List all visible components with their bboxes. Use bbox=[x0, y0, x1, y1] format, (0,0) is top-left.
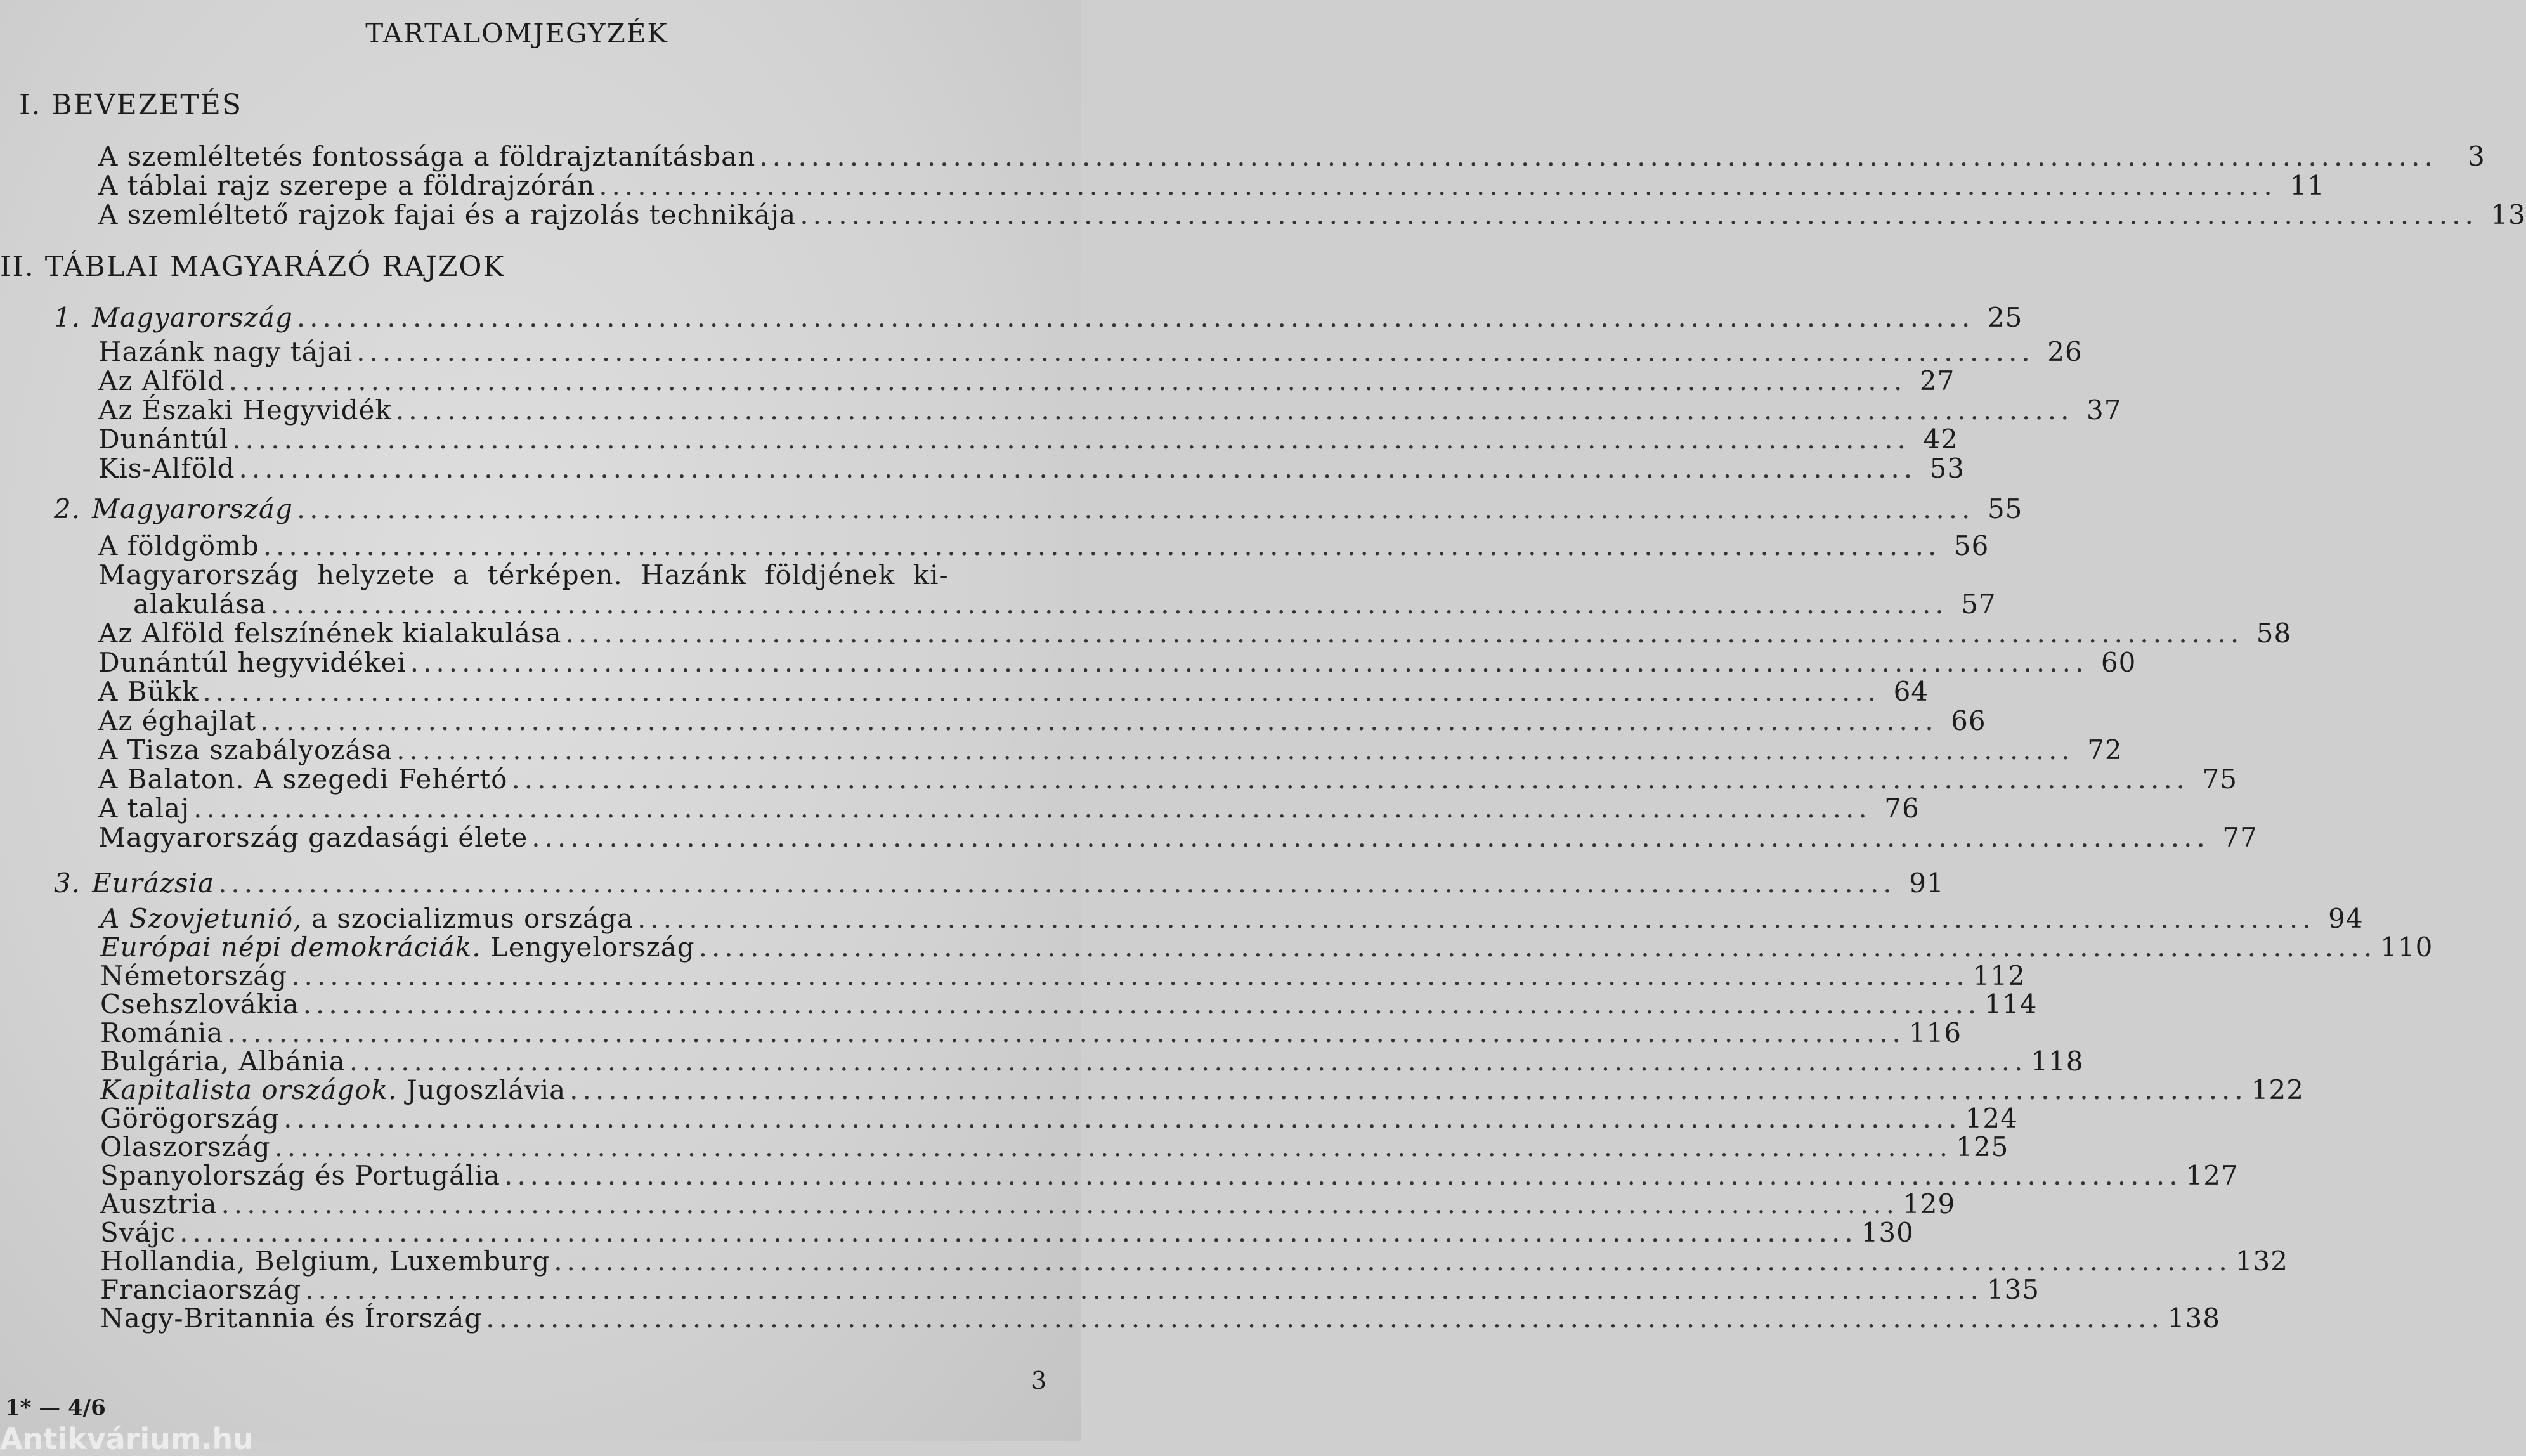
leader-dots: .................................................................................................................................. bbox=[554, 1245, 2232, 1277]
toc-entry bbox=[100, 1017, 1962, 1048]
leader-dots: .................................................................................................................................. bbox=[232, 424, 1910, 455]
toc-entry-page: 76 bbox=[1884, 793, 1920, 824]
leader-dots: .................................................................................................................................. bbox=[296, 302, 1975, 333]
toc-entry-text: A szemléltető rajzok fajai és a rajzolás technikája bbox=[98, 199, 797, 230]
toc-entry-page: 124 bbox=[1965, 1103, 2018, 1134]
toc-entry-text: Jugoszlávia bbox=[397, 1074, 566, 1105]
printer-signature: 1* — 4/6 bbox=[5, 1395, 106, 1420]
toc-entry bbox=[98, 705, 1986, 736]
group-number: 2. bbox=[54, 493, 81, 524]
leader-dots: .................................................................................................................................. bbox=[305, 1274, 1983, 1305]
toc-entry-text: alakulása bbox=[133, 588, 267, 620]
leader-dots: .................................................................................................................................. bbox=[283, 1103, 1962, 1134]
toc-entry bbox=[100, 1131, 2009, 1162]
toc-entry bbox=[100, 1160, 2239, 1191]
toc-entry-text: Kis-Alföld bbox=[98, 453, 235, 484]
toc-entry-text: Magyarország helyzete a térképen. Hazánk földjének ki- bbox=[98, 559, 949, 590]
toc-entry bbox=[100, 1046, 2084, 1077]
leader-dots: .................................................................................................................................. bbox=[599, 170, 2277, 201]
toc-entry-text: A Bükk bbox=[98, 676, 199, 707]
toc-entry bbox=[98, 793, 1920, 824]
leader-dots: .................................................................................................................................. bbox=[218, 868, 1896, 899]
toc-entry bbox=[100, 1303, 2220, 1334]
toc-entry-italic: Európai népi demokráciák. bbox=[100, 932, 481, 963]
toc-entry bbox=[100, 989, 2038, 1020]
toc-entry-text: A Tisza szabályozása bbox=[98, 734, 393, 765]
leader-dots: .................................................................................................................................. bbox=[303, 989, 1981, 1020]
toc-entry-page: 37 bbox=[2087, 394, 2122, 426]
toc-entry bbox=[98, 647, 2137, 678]
toc-entry bbox=[98, 822, 2258, 853]
toc-entry-page: 114 bbox=[1984, 989, 2038, 1020]
toc-entry-page: 129 bbox=[1903, 1188, 1956, 1219]
leader-dots: .................................................................................................................................. bbox=[349, 1046, 2028, 1077]
leader-dots: .................................................................................................................................. bbox=[565, 618, 2244, 649]
group-name: Magyarország bbox=[92, 493, 293, 524]
leader-dots: .................................................................................................................................. bbox=[193, 793, 1872, 824]
toc-entry-page: 57 bbox=[1961, 588, 1996, 620]
toc-entry-page: 125 bbox=[1956, 1131, 2009, 1162]
toc-entry-page: 138 bbox=[2167, 1303, 2220, 1334]
toc-entry-text: Az Alföld felszínének kialakulása bbox=[98, 618, 562, 649]
toc-entry-text: Hazánk nagy tájai bbox=[98, 336, 353, 367]
toc-entry bbox=[98, 394, 2122, 426]
leader-dots: .................................................................................................................................. bbox=[274, 1131, 1953, 1162]
toc-entry bbox=[98, 141, 2485, 172]
toc-entry-text: Csehszlovákia bbox=[100, 989, 299, 1020]
toc-entry-text: A földgömb bbox=[98, 530, 259, 561]
toc-entry bbox=[98, 170, 2325, 201]
page-number: 3 bbox=[1031, 1367, 1047, 1394]
toc-entry-page: 53 bbox=[1929, 453, 1965, 484]
toc-entry-text: Az Alföld bbox=[98, 365, 225, 396]
toc-entry-text: A talaj bbox=[98, 793, 190, 824]
toc-entry-text: Ausztria bbox=[100, 1188, 218, 1219]
toc-entry bbox=[98, 336, 2083, 367]
group-number: 1. bbox=[54, 302, 81, 333]
toc-entry bbox=[100, 1245, 2288, 1277]
toc-entry bbox=[98, 530, 1989, 561]
toc-entry bbox=[100, 1217, 1914, 1248]
leader-dots: .................................................................................................................................. bbox=[221, 1188, 1899, 1219]
page-title: TARTALOMJEGYZÉK bbox=[365, 18, 668, 49]
toc-entry-page: 127 bbox=[2185, 1160, 2239, 1191]
leader-dots: .................................................................................................................................. bbox=[486, 1303, 2164, 1334]
toc-entry-text: Románia bbox=[100, 1017, 224, 1048]
group-name: Eurázsia bbox=[92, 868, 215, 899]
leader-dots: .................................................................................................................................. bbox=[759, 141, 2437, 172]
toc-entry bbox=[98, 424, 1958, 455]
toc-entry-text: A szemléltetés fontossága a földrajztanításban bbox=[98, 141, 756, 172]
leader-dots: .................................................................................................................................. bbox=[202, 676, 1881, 707]
group-page: 91 bbox=[1909, 868, 1944, 899]
leader-dots: .................................................................................................................................. bbox=[291, 960, 1969, 991]
toc-entry bbox=[98, 559, 1062, 588]
leader-dots: .................................................................................................................................. bbox=[531, 822, 2210, 853]
toc-entry-italic: A Szovjetunió, bbox=[100, 903, 303, 934]
leader-dots: .................................................................................................................................. bbox=[396, 734, 2074, 765]
leader-dots: .................................................................................................................................. bbox=[511, 764, 2190, 795]
toc-entry-page: 58 bbox=[2256, 618, 2292, 649]
toc-entry bbox=[98, 618, 2292, 649]
toc-entry bbox=[100, 903, 2364, 934]
toc-entry-page: 72 bbox=[2087, 734, 2123, 765]
toc-entry-text: Olaszország bbox=[100, 1131, 271, 1162]
toc-entry-text: Nagy-Britannia és Írország bbox=[100, 1303, 483, 1334]
toc-entry bbox=[133, 588, 1996, 620]
toc-entry-page: 11 bbox=[2289, 170, 2325, 201]
section-heading-drawings: II. TÁBLAI MAGYARÁZÓ RAJZOK bbox=[0, 250, 505, 283]
leader-dots: .................................................................................................................................. bbox=[238, 453, 1917, 484]
toc-entry bbox=[100, 1274, 2040, 1305]
toc-entry-page: 77 bbox=[2222, 822, 2258, 853]
leader-dots: .................................................................................................................................. bbox=[228, 365, 1907, 396]
toc-entry-text: Bulgária, Albánia bbox=[100, 1046, 346, 1077]
group-name: Magyarország bbox=[92, 302, 293, 333]
toc-entry-page: 60 bbox=[2100, 647, 2137, 678]
toc-entry-text: Az Északi Hegyvidék bbox=[98, 394, 392, 426]
leader-dots: .................................................................................................................................. bbox=[263, 530, 1941, 561]
toc-entry-text: Hollandia, Belgium, Luxemburg bbox=[100, 1245, 550, 1277]
leader-dots: .................................................................................................................................. bbox=[270, 588, 1948, 620]
toc-entry-page: 130 bbox=[1861, 1217, 1914, 1248]
toc-entry-page: 27 bbox=[1919, 365, 1955, 396]
toc-group-heading bbox=[54, 493, 2023, 524]
toc-entry-text: Görögország bbox=[100, 1103, 280, 1134]
section-heading-introduction: I. BEVEZETÉS bbox=[19, 89, 243, 121]
toc-group-heading bbox=[54, 868, 1944, 899]
leader-dots: .................................................................................................................................. bbox=[260, 705, 1938, 736]
toc-entry-page: 64 bbox=[1893, 676, 1929, 707]
toc-entry-page: 26 bbox=[2047, 336, 2083, 367]
group-page: 25 bbox=[1987, 302, 2023, 333]
toc-entry-page: 75 bbox=[2202, 764, 2238, 795]
toc-entry-text: Svájc bbox=[100, 1217, 176, 1248]
toc-entry bbox=[100, 960, 2026, 991]
leader-dots: .................................................................................................................................. bbox=[504, 1160, 2182, 1191]
toc-entry-text: A Balaton. A szegedi Fehértó bbox=[98, 764, 508, 795]
toc-entry-page: 3 bbox=[2468, 141, 2485, 172]
toc-entry bbox=[100, 1074, 2304, 1105]
toc-entry-text: A táblai rajz szerepe a földrajzórán bbox=[98, 170, 596, 201]
toc-entry-text: Spanyolország és Portugália bbox=[100, 1160, 500, 1191]
leader-dots: .................................................................................................................................. bbox=[179, 1217, 1858, 1248]
toc-entry-page: 110 bbox=[2380, 932, 2433, 963]
toc-entry bbox=[98, 199, 2526, 230]
leader-dots: .................................................................................................................................. bbox=[637, 903, 2315, 934]
toc-entry-text: Dunántúl hegyvidékei bbox=[98, 647, 407, 678]
leader-dots: .................................................................................................................................. bbox=[570, 1074, 2248, 1105]
toc-entry-page: 132 bbox=[2235, 1245, 2288, 1277]
group-page: 55 bbox=[1987, 493, 2023, 524]
toc-entry bbox=[98, 764, 2238, 795]
toc-entry-page: 118 bbox=[2031, 1046, 2084, 1077]
leader-dots: .................................................................................................................................. bbox=[356, 336, 2034, 367]
toc-entry-page: 42 bbox=[1923, 424, 1958, 455]
toc-entry-text: Dunántúl bbox=[98, 424, 229, 455]
toc-entry-italic: Kapitalista országok. bbox=[100, 1074, 398, 1105]
toc-group-heading bbox=[54, 302, 2023, 333]
leader-dots: .................................................................................................................................. bbox=[296, 493, 1975, 524]
toc-entry bbox=[98, 676, 1929, 707]
toc-entry bbox=[100, 932, 2433, 963]
toc-entry bbox=[100, 1188, 1956, 1219]
leader-dots: .................................................................................................................................. bbox=[395, 394, 2074, 426]
leader-dots: .................................................................................................................................. bbox=[227, 1017, 1905, 1048]
toc-entry-page: 13 bbox=[2490, 199, 2526, 230]
leader-dots: .................................................................................................................................. bbox=[800, 199, 2478, 230]
toc-entry-page: 122 bbox=[2251, 1074, 2304, 1105]
toc-entry-text: Franciaország bbox=[100, 1274, 302, 1305]
toc-entry bbox=[98, 365, 1955, 396]
toc-entry-text: a szocializmus országa bbox=[302, 903, 634, 934]
toc-entry-text: Lengyelország bbox=[481, 932, 695, 963]
watermark: Antikvárium.hu bbox=[0, 1422, 254, 1456]
toc-entry-page: 66 bbox=[1951, 705, 1986, 736]
toc-entry bbox=[98, 453, 1965, 484]
toc-entry-page: 116 bbox=[1908, 1017, 1962, 1048]
leader-dots: .................................................................................................................................. bbox=[698, 932, 2377, 963]
toc-entry-text: Németország bbox=[100, 960, 288, 991]
toc-entry-page: 112 bbox=[1972, 960, 2026, 991]
toc-entry-page: 56 bbox=[1953, 530, 1989, 561]
toc-entry bbox=[98, 734, 2123, 765]
toc-entry-text: Magyarország gazdasági élete bbox=[98, 822, 528, 853]
toc-entry-page: 94 bbox=[2328, 903, 2364, 934]
toc-entry-page: 135 bbox=[1986, 1274, 2040, 1305]
group-number: 3. bbox=[54, 868, 81, 899]
toc-entry-text: Az éghajlat bbox=[98, 705, 257, 736]
leader-dots: .................................................................................................................................. bbox=[410, 647, 2088, 678]
toc-entry bbox=[100, 1103, 2018, 1134]
